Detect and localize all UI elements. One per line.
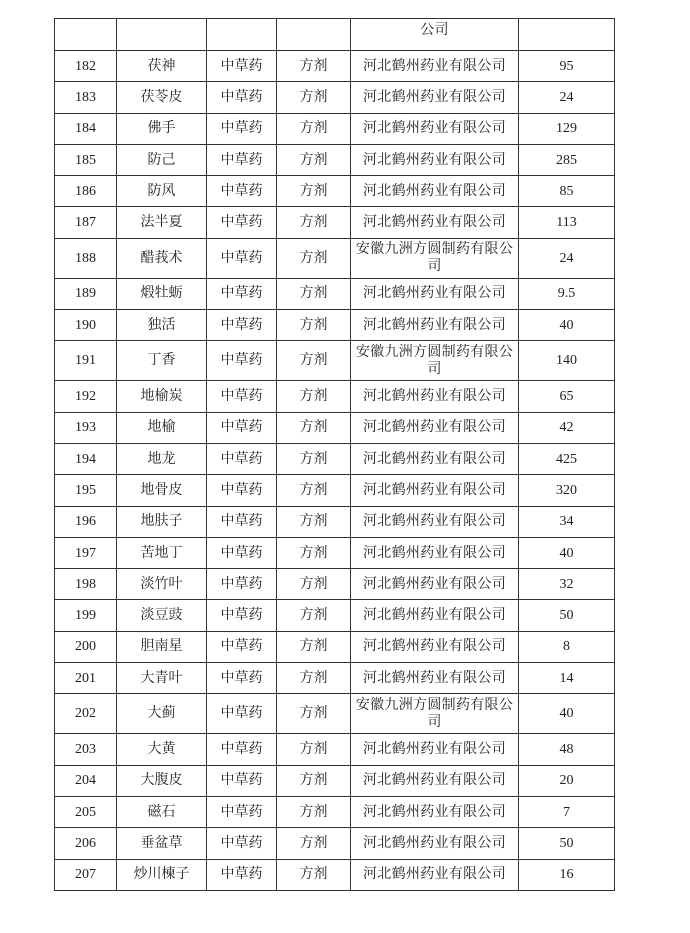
cell-category: 中草药 bbox=[207, 475, 277, 506]
cell-no: 182 bbox=[55, 51, 117, 82]
cell-company: 河北鹤州药业有限公司 bbox=[351, 113, 519, 144]
cell-name: 磁石 bbox=[117, 796, 207, 827]
cell-company: 河北鹤州药业有限公司 bbox=[351, 144, 519, 175]
cell-qty: 42 bbox=[519, 412, 615, 443]
cell-company: 河北鹤州药业有限公司 bbox=[351, 600, 519, 631]
cell-category: 中草药 bbox=[207, 631, 277, 662]
cell-name: 大蓟 bbox=[117, 694, 207, 734]
cell-qty: 16 bbox=[519, 859, 615, 890]
table-row bbox=[55, 663, 615, 694]
cell-type: 方剂 bbox=[277, 506, 351, 537]
cell-company: 河北鹤州药业有限公司 bbox=[351, 765, 519, 796]
cell-type: 方剂 bbox=[277, 278, 351, 309]
cell-company: 河北鹤州药业有限公司 bbox=[351, 537, 519, 568]
table-row bbox=[55, 381, 615, 412]
drug-table bbox=[54, 18, 615, 891]
cell-qty: 95 bbox=[519, 51, 615, 82]
cell-no: 190 bbox=[55, 310, 117, 341]
cell-name: 独活 bbox=[117, 310, 207, 341]
cell-category: 中草药 bbox=[207, 734, 277, 765]
cell-company: 河北鹤州药业有限公司 bbox=[351, 176, 519, 207]
cell-qty: 425 bbox=[519, 443, 615, 474]
cell-type: 方剂 bbox=[277, 341, 351, 381]
cell-company: 河北鹤州药业有限公司 bbox=[351, 475, 519, 506]
cell-category: 中草药 bbox=[207, 663, 277, 694]
table-row bbox=[55, 144, 615, 175]
cell-category: 中草药 bbox=[207, 113, 277, 144]
cell-no: 205 bbox=[55, 796, 117, 827]
cell-type: 方剂 bbox=[277, 207, 351, 238]
cell-type: 方剂 bbox=[277, 600, 351, 631]
table-row bbox=[55, 475, 615, 506]
cell-category: 中草药 bbox=[207, 569, 277, 600]
cell-no: 191 bbox=[55, 341, 117, 381]
cell-no: 192 bbox=[55, 381, 117, 412]
cell-name: 佛手 bbox=[117, 113, 207, 144]
cell-no: 200 bbox=[55, 631, 117, 662]
cell-company: 河北鹤州药业有限公司 bbox=[351, 381, 519, 412]
cell-company: 河北鹤州药业有限公司 bbox=[351, 631, 519, 662]
cell-company: 安徽九洲方圆制药有限公司 bbox=[351, 238, 519, 278]
cell-name: 防风 bbox=[117, 176, 207, 207]
cell-name: 地骨皮 bbox=[117, 475, 207, 506]
cell-category bbox=[207, 19, 277, 51]
cell-no: 186 bbox=[55, 176, 117, 207]
cell-qty bbox=[519, 19, 615, 51]
cell-no: 195 bbox=[55, 475, 117, 506]
cell-type bbox=[277, 19, 351, 51]
cell-category: 中草药 bbox=[207, 412, 277, 443]
cell-name: 地榆 bbox=[117, 412, 207, 443]
cell-qty: 32 bbox=[519, 569, 615, 600]
cell-qty: 40 bbox=[519, 537, 615, 568]
cell-no: 199 bbox=[55, 600, 117, 631]
table-row bbox=[55, 443, 615, 474]
cell-qty: 8 bbox=[519, 631, 615, 662]
cell-category: 中草药 bbox=[207, 828, 277, 859]
cell-qty: 50 bbox=[519, 828, 615, 859]
cell-category: 中草药 bbox=[207, 207, 277, 238]
cell-company: 公司 bbox=[351, 19, 519, 51]
cell-no: 207 bbox=[55, 859, 117, 890]
cell-qty: 129 bbox=[519, 113, 615, 144]
cell-no: 204 bbox=[55, 765, 117, 796]
table-row bbox=[55, 631, 615, 662]
cell-qty: 24 bbox=[519, 82, 615, 113]
cell-category: 中草药 bbox=[207, 537, 277, 568]
cell-name: 防己 bbox=[117, 144, 207, 175]
cell-company: 河北鹤州药业有限公司 bbox=[351, 569, 519, 600]
table-row bbox=[55, 796, 615, 827]
table-row bbox=[55, 828, 615, 859]
cell-name: 淡竹叶 bbox=[117, 569, 207, 600]
table-row bbox=[55, 859, 615, 890]
cell-no: 183 bbox=[55, 82, 117, 113]
cell-type: 方剂 bbox=[277, 310, 351, 341]
cell-category: 中草药 bbox=[207, 796, 277, 827]
table-row-continuation bbox=[55, 19, 615, 51]
cell-type: 方剂 bbox=[277, 238, 351, 278]
cell-name: 苦地丁 bbox=[117, 537, 207, 568]
cell-name: 茯苓皮 bbox=[117, 82, 207, 113]
cell-name: 地榆炭 bbox=[117, 381, 207, 412]
cell-name: 茯神 bbox=[117, 51, 207, 82]
cell-company: 河北鹤州药业有限公司 bbox=[351, 443, 519, 474]
cell-category: 中草药 bbox=[207, 694, 277, 734]
cell-category: 中草药 bbox=[207, 859, 277, 890]
cell-no: 198 bbox=[55, 569, 117, 600]
table-row bbox=[55, 82, 615, 113]
cell-category: 中草药 bbox=[207, 176, 277, 207]
cell-company: 河北鹤州药业有限公司 bbox=[351, 207, 519, 238]
cell-name: 大腹皮 bbox=[117, 765, 207, 796]
cell-company: 安徽九洲方圆制药有限公司 bbox=[351, 694, 519, 734]
cell-category: 中草药 bbox=[207, 51, 277, 82]
cell-qty: 40 bbox=[519, 310, 615, 341]
table-row bbox=[55, 600, 615, 631]
cell-no: 202 bbox=[55, 694, 117, 734]
table-row bbox=[55, 734, 615, 765]
cell-type: 方剂 bbox=[277, 51, 351, 82]
table-row bbox=[55, 694, 615, 734]
cell-type: 方剂 bbox=[277, 859, 351, 890]
cell-name: 垂盆草 bbox=[117, 828, 207, 859]
cell-company: 河北鹤州药业有限公司 bbox=[351, 82, 519, 113]
cell-no: 196 bbox=[55, 506, 117, 537]
cell-type: 方剂 bbox=[277, 537, 351, 568]
cell-qty: 140 bbox=[519, 341, 615, 381]
cell-no: 184 bbox=[55, 113, 117, 144]
cell-type: 方剂 bbox=[277, 381, 351, 412]
cell-name: 大黄 bbox=[117, 734, 207, 765]
cell-company: 安徽九洲方圆制药有限公司 bbox=[351, 341, 519, 381]
cell-qty: 285 bbox=[519, 144, 615, 175]
cell-type: 方剂 bbox=[277, 734, 351, 765]
table-row bbox=[55, 207, 615, 238]
table-row bbox=[55, 506, 615, 537]
cell-no: 203 bbox=[55, 734, 117, 765]
cell-name: 大青叶 bbox=[117, 663, 207, 694]
cell-company: 河北鹤州药业有限公司 bbox=[351, 278, 519, 309]
cell-category: 中草药 bbox=[207, 600, 277, 631]
cell-name: 淡豆豉 bbox=[117, 600, 207, 631]
cell-name bbox=[117, 19, 207, 51]
cell-company: 河北鹤州药业有限公司 bbox=[351, 663, 519, 694]
table-row bbox=[55, 537, 615, 568]
table-row bbox=[55, 238, 615, 278]
cell-no: 206 bbox=[55, 828, 117, 859]
cell-company: 河北鹤州药业有限公司 bbox=[351, 51, 519, 82]
cell-category: 中草药 bbox=[207, 381, 277, 412]
cell-type: 方剂 bbox=[277, 694, 351, 734]
table-row bbox=[55, 176, 615, 207]
cell-name: 法半夏 bbox=[117, 207, 207, 238]
cell-name: 炒川楝子 bbox=[117, 859, 207, 890]
cell-name: 胆南星 bbox=[117, 631, 207, 662]
cell-category: 中草药 bbox=[207, 278, 277, 309]
cell-qty: 24 bbox=[519, 238, 615, 278]
cell-type: 方剂 bbox=[277, 663, 351, 694]
cell-category: 中草药 bbox=[207, 506, 277, 537]
cell-type: 方剂 bbox=[277, 631, 351, 662]
cell-category: 中草药 bbox=[207, 310, 277, 341]
drug-table-body bbox=[55, 19, 615, 891]
cell-category: 中草药 bbox=[207, 443, 277, 474]
table-row bbox=[55, 310, 615, 341]
cell-no: 197 bbox=[55, 537, 117, 568]
cell-company: 河北鹤州药业有限公司 bbox=[351, 859, 519, 890]
cell-qty: 40 bbox=[519, 694, 615, 734]
cell-company: 河北鹤州药业有限公司 bbox=[351, 412, 519, 443]
cell-qty: 50 bbox=[519, 600, 615, 631]
table-row bbox=[55, 765, 615, 796]
cell-company: 河北鹤州药业有限公司 bbox=[351, 828, 519, 859]
cell-type: 方剂 bbox=[277, 412, 351, 443]
cell-type: 方剂 bbox=[277, 796, 351, 827]
cell-no bbox=[55, 19, 117, 51]
cell-qty: 113 bbox=[519, 207, 615, 238]
cell-no: 189 bbox=[55, 278, 117, 309]
cell-type: 方剂 bbox=[277, 828, 351, 859]
cell-qty: 14 bbox=[519, 663, 615, 694]
cell-qty: 7 bbox=[519, 796, 615, 827]
cell-type: 方剂 bbox=[277, 443, 351, 474]
table-row bbox=[55, 569, 615, 600]
cell-no: 201 bbox=[55, 663, 117, 694]
table-row bbox=[55, 51, 615, 82]
cell-type: 方剂 bbox=[277, 475, 351, 506]
cell-name: 地肤子 bbox=[117, 506, 207, 537]
cell-type: 方剂 bbox=[277, 765, 351, 796]
cell-no: 188 bbox=[55, 238, 117, 278]
table-row bbox=[55, 341, 615, 381]
cell-type: 方剂 bbox=[277, 569, 351, 600]
cell-qty: 320 bbox=[519, 475, 615, 506]
cell-name: 醋莪术 bbox=[117, 238, 207, 278]
cell-qty: 9.5 bbox=[519, 278, 615, 309]
cell-no: 193 bbox=[55, 412, 117, 443]
table-row bbox=[55, 278, 615, 309]
cell-type: 方剂 bbox=[277, 82, 351, 113]
cell-no: 185 bbox=[55, 144, 117, 175]
cell-company: 河北鹤州药业有限公司 bbox=[351, 734, 519, 765]
cell-category: 中草药 bbox=[207, 82, 277, 113]
table-row bbox=[55, 113, 615, 144]
cell-qty: 48 bbox=[519, 734, 615, 765]
cell-category: 中草药 bbox=[207, 238, 277, 278]
cell-qty: 20 bbox=[519, 765, 615, 796]
cell-name: 煅牡蛎 bbox=[117, 278, 207, 309]
cell-qty: 85 bbox=[519, 176, 615, 207]
cell-no: 187 bbox=[55, 207, 117, 238]
cell-name: 地龙 bbox=[117, 443, 207, 474]
cell-qty: 34 bbox=[519, 506, 615, 537]
table-row bbox=[55, 412, 615, 443]
cell-type: 方剂 bbox=[277, 144, 351, 175]
cell-category: 中草药 bbox=[207, 765, 277, 796]
cell-name: 丁香 bbox=[117, 341, 207, 381]
cell-category: 中草药 bbox=[207, 144, 277, 175]
cell-type: 方剂 bbox=[277, 176, 351, 207]
cell-company: 河北鹤州药业有限公司 bbox=[351, 506, 519, 537]
cell-company: 河北鹤州药业有限公司 bbox=[351, 310, 519, 341]
cell-company: 河北鹤州药业有限公司 bbox=[351, 796, 519, 827]
cell-type: 方剂 bbox=[277, 113, 351, 144]
cell-no: 194 bbox=[55, 443, 117, 474]
cell-qty: 65 bbox=[519, 381, 615, 412]
cell-category: 中草药 bbox=[207, 341, 277, 381]
